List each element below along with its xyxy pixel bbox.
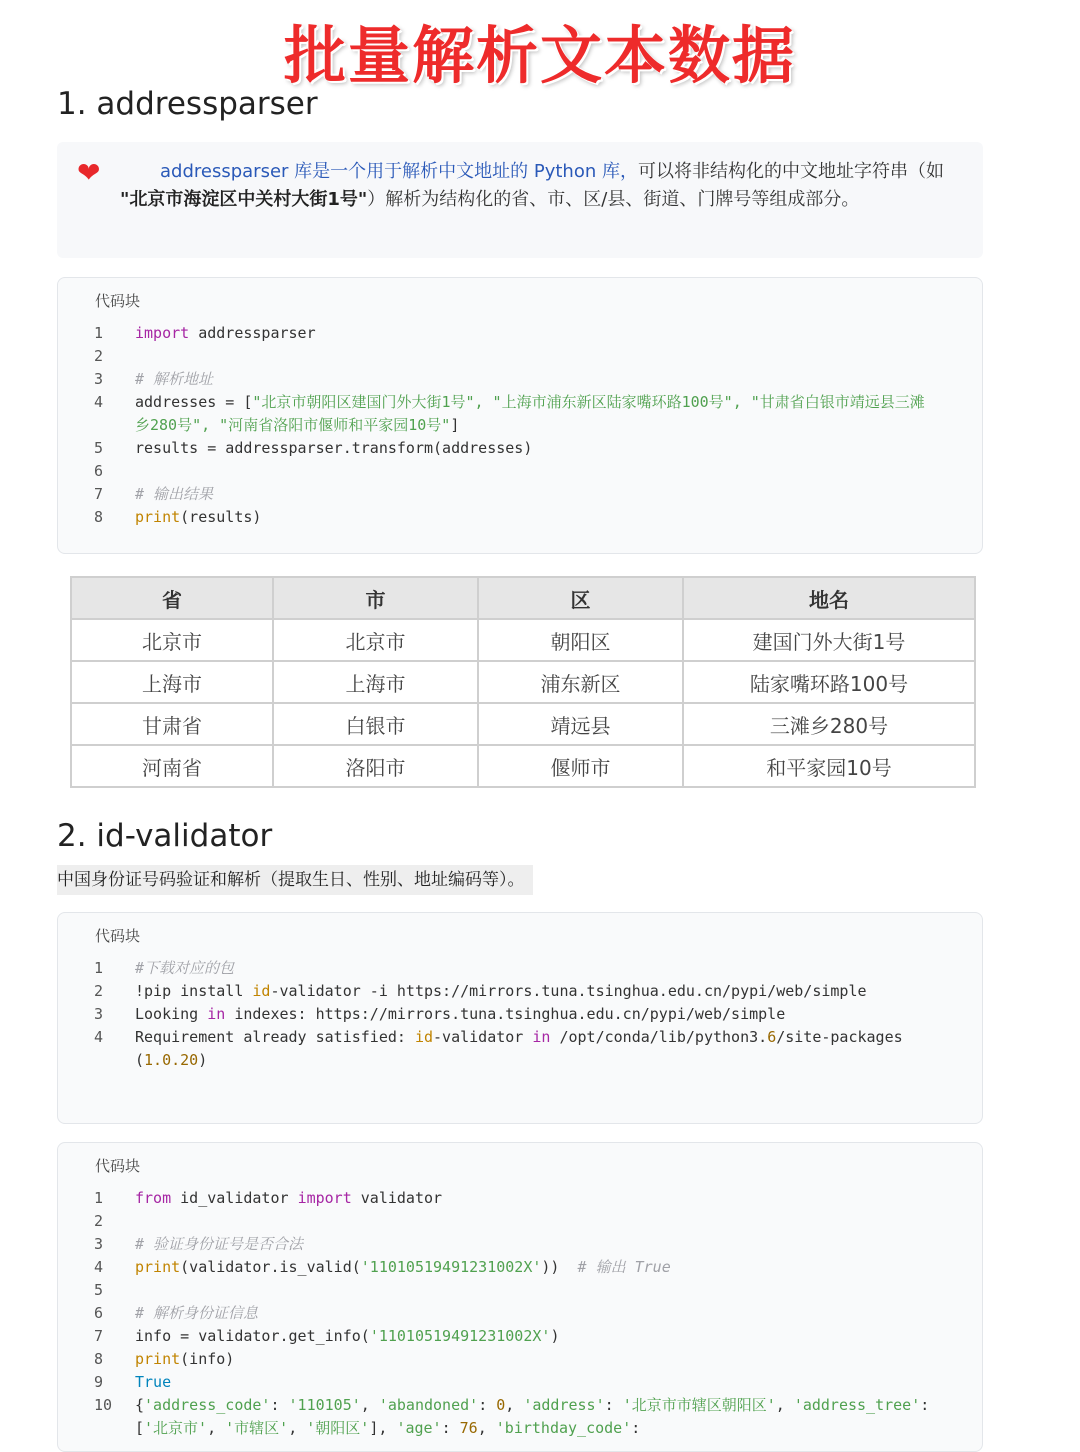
code-line: 1 #下载对应的包 [94,959,235,977]
section-heading-addressparser: 1. addressparser [57,86,318,122]
table-cell: 和平家园10号 [683,745,975,787]
table-cell: 建国门外大街1号 [683,619,975,661]
banner-title: 批量解析文本数据 [283,19,796,92]
table-cell: 上海市 [71,661,273,703]
code-block-label: 代码块 [95,292,141,310]
table-cell: 北京市 [273,619,478,661]
code-line: 4 print(validator.is_valid('11010519491231002X')) # 输出 True [94,1258,671,1276]
section-heading-id-validator: 2. id-validator [57,818,273,854]
table-cell: 三滩乡280号 [683,703,975,745]
table-row [71,745,975,787]
code-line: 10 {'address_code': '110105', 'abandoned': 0, 'address': '北京市市辖区朝阳区', 'address_tree': ['北京市', '市辖区', '朝阳区'], 'age': 76, 'birthday_code': [94,1396,939,1437]
code-line: 6 [94,462,104,480]
table-cell: 上海市 [273,661,478,703]
column-header: 区 [478,577,683,619]
table-cell: 河南省 [71,745,273,787]
table-cell: 北京市 [71,619,273,661]
table-header-row [71,577,975,619]
table-cell: 靖远县 [478,703,683,745]
code-line: 2 !pip install id-validator -i https://mirrors.tuna.tsinghua.edu.cn/pypi/web/simple [94,982,867,1000]
table-cell: 甘肃省 [71,703,273,745]
column-header: 省 [71,577,273,619]
code-line: 3 # 验证身份证号是否合法 [94,1235,304,1253]
code-body [58,957,982,1072]
code-line: 2 [94,347,104,365]
code-line: 8 print(info) [94,1350,235,1368]
code-line: 5 results = addressparser.transform(addresses) [94,439,533,457]
code-line: 3 Looking in indexes: https://mirrors.tuna.tsinghua.edu.cn/pypi/web/simple [94,1005,786,1023]
code-line: 7 info = validator.get_info('11010519491231002X') [94,1327,560,1345]
code-line: 7 # 输出结果 [94,485,214,503]
column-header: 市 [273,577,478,619]
code-line: 6 # 解析身份证信息 [94,1304,259,1322]
code-block-id-validator [57,1142,983,1452]
intro-note-text: addressparser 库是一个用于解析中文地址的 Python 库，可以将非结构化的中文地址字符串（如 "北京市海淀区中关村大街1号"）解析为结构化的省、市、区/县、街道、门牌号等组成部分。 [120,161,944,210]
code-line: 4 Requirement already satisfied: id-validator in /opt/conda/lib/python3.6/site-packages (1.0.20) [94,1028,912,1069]
section-description: 中国身份证号码验证和解析（提取生日、性别、地址编码等）。 [57,865,533,895]
code-block-label: 代码块 [95,1157,141,1175]
address-result-table [70,576,976,788]
intro-note [57,142,983,258]
code-line: 8 print(results) [94,508,262,526]
table-row [71,619,975,661]
code-line: 5 [94,1281,104,1299]
code-block-label: 代码块 [95,927,141,945]
code-line: 1 from id_validator import validator [94,1189,443,1207]
table-row [71,703,975,745]
table-cell: 白银市 [273,703,478,745]
table-cell: 浦东新区 [478,661,683,703]
code-line: 1 import addressparser [94,324,316,342]
heart-icon: ❤ [77,156,101,189]
table-cell: 洛阳市 [273,745,478,787]
table-row [71,661,975,703]
table-cell: 陆家嘴环路100号 [683,661,975,703]
code-body [58,1187,982,1440]
code-line: 2 [94,1212,104,1230]
code-line: 4 addresses = ["北京市朝阳区建国门外大街1号", "上海市浦东新区陆家嘴环路100号", "甘肃省白银市靖远县三滩乡280号", "河南省洛阳市偃师和平家园10号"] [94,393,925,434]
code-line: 9 True [94,1373,172,1391]
note-bold-example: "北京市海淀区中关村大街1号" [120,189,368,210]
table-cell: 偃师市 [478,745,683,787]
code-block-pip-install [57,912,983,1124]
code-body [58,322,982,529]
column-header: 地名 [683,577,975,619]
note-blue-text: addressparser 库是一个用于解析中文地址的 Python 库， [160,161,638,182]
code-line: 3 # 解析地址 [94,370,214,388]
code-block-addressparser [57,277,983,554]
table-cell: 朝阳区 [478,619,683,661]
